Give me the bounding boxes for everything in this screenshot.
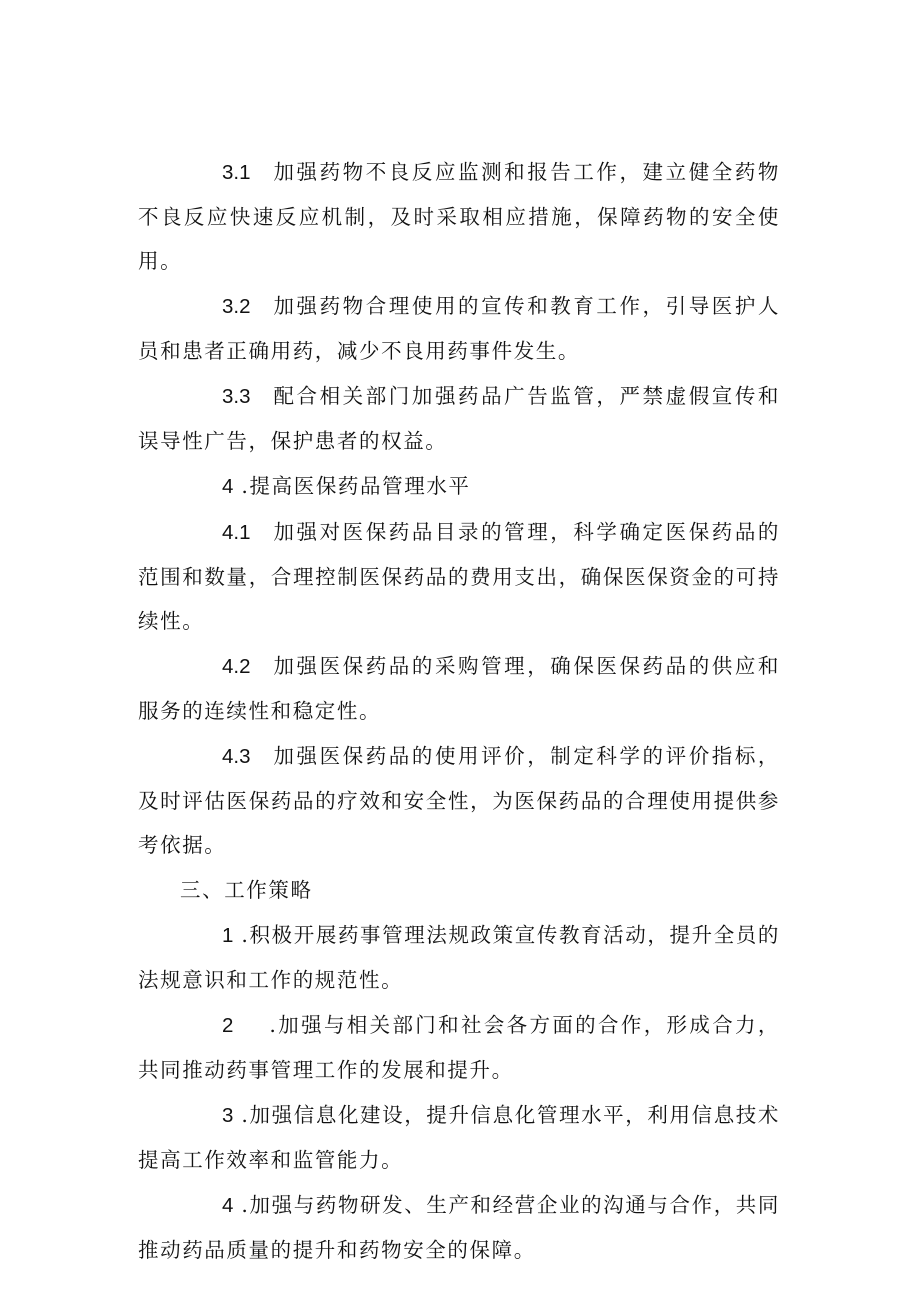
paragraph-text: 配合相关部门加强药品广告监管，严禁虚假宣传和误导性广告，保护患者的权益。 (138, 384, 780, 453)
paragraph-number: 4 (222, 475, 234, 498)
paragraph-text: 加强药物不良反应监测和报告工作，建立健全药物不良反应快速反应机制，及时采取相应措施，保障药物的安全使用。 (138, 160, 780, 273)
paragraph-number: 4 (222, 1194, 234, 1217)
paragraph-number: 3.1 (222, 161, 251, 184)
paragraph-text: .加强与相关部门和社会各方面的合作，形成合力，共同推动药事管理工作的发展和提升。 (138, 1013, 780, 1082)
paragraph-text: 加强医保药品的使用评价，制定科学的评价指标，及时评估医保药品的疗效和安全性，为医保药品的合理使用提供参考依据。 (138, 744, 780, 857)
strategy-item-2 (138, 1003, 780, 1092)
paragraph-3-1 (138, 150, 780, 283)
paragraph-4-1 (138, 510, 780, 643)
paragraph-text: .积极开展药事管理法规政策宣传教育活动，提升全员的法规意识和工作的规范性。 (138, 923, 780, 992)
paragraph-text: 加强医保药品的采购管理，确保医保药品的供应和服务的连续性和稳定性。 (138, 654, 780, 723)
paragraph-number: 3.2 (222, 295, 251, 318)
paragraph-text: 加强药物合理使用的宣传和教育工作，引导医护人员和患者正确用药，减少不良用药事件发生。 (138, 294, 780, 363)
paragraph-text: .加强信息化建设，提升信息化管理水平，利用信息技术提高工作效率和监管能力。 (138, 1103, 780, 1172)
strategy-item-3 (138, 1093, 780, 1182)
paragraph-number: 4.1 (222, 521, 251, 544)
strategy-item-4 (138, 1183, 780, 1272)
strategy-item-1 (138, 913, 780, 1002)
section-heading-strategy (138, 868, 780, 912)
paragraph-4-2 (138, 644, 780, 733)
paragraph-text: .提高医保药品管理水平 (241, 474, 471, 498)
paragraph-3-3 (138, 374, 780, 463)
paragraph-number: 4.3 (222, 745, 251, 768)
paragraph-4-3 (138, 734, 780, 867)
paragraph-number: 4.2 (222, 655, 251, 678)
paragraph-text: .加强与药物研发、生产和经营企业的沟通与合作，共同推动药品质量的提升和药物安全的保障。 (138, 1193, 780, 1262)
paragraph-text: 三、工作策略 (180, 878, 313, 902)
paragraph-text: 加强对医保药品目录的管理，科学确定医保药品的范围和数量，合理控制医保药品的费用支出，确保医保资金的可持续性。 (138, 520, 780, 633)
heading-4 (138, 464, 780, 509)
paragraph-number: 3 (222, 1104, 234, 1127)
paragraph-number: 1 (222, 924, 234, 947)
paragraph-number: 2 (222, 1014, 234, 1037)
paragraph-number: 3.3 (222, 385, 251, 408)
document-body (138, 150, 780, 1273)
paragraph-3-2 (138, 284, 780, 373)
